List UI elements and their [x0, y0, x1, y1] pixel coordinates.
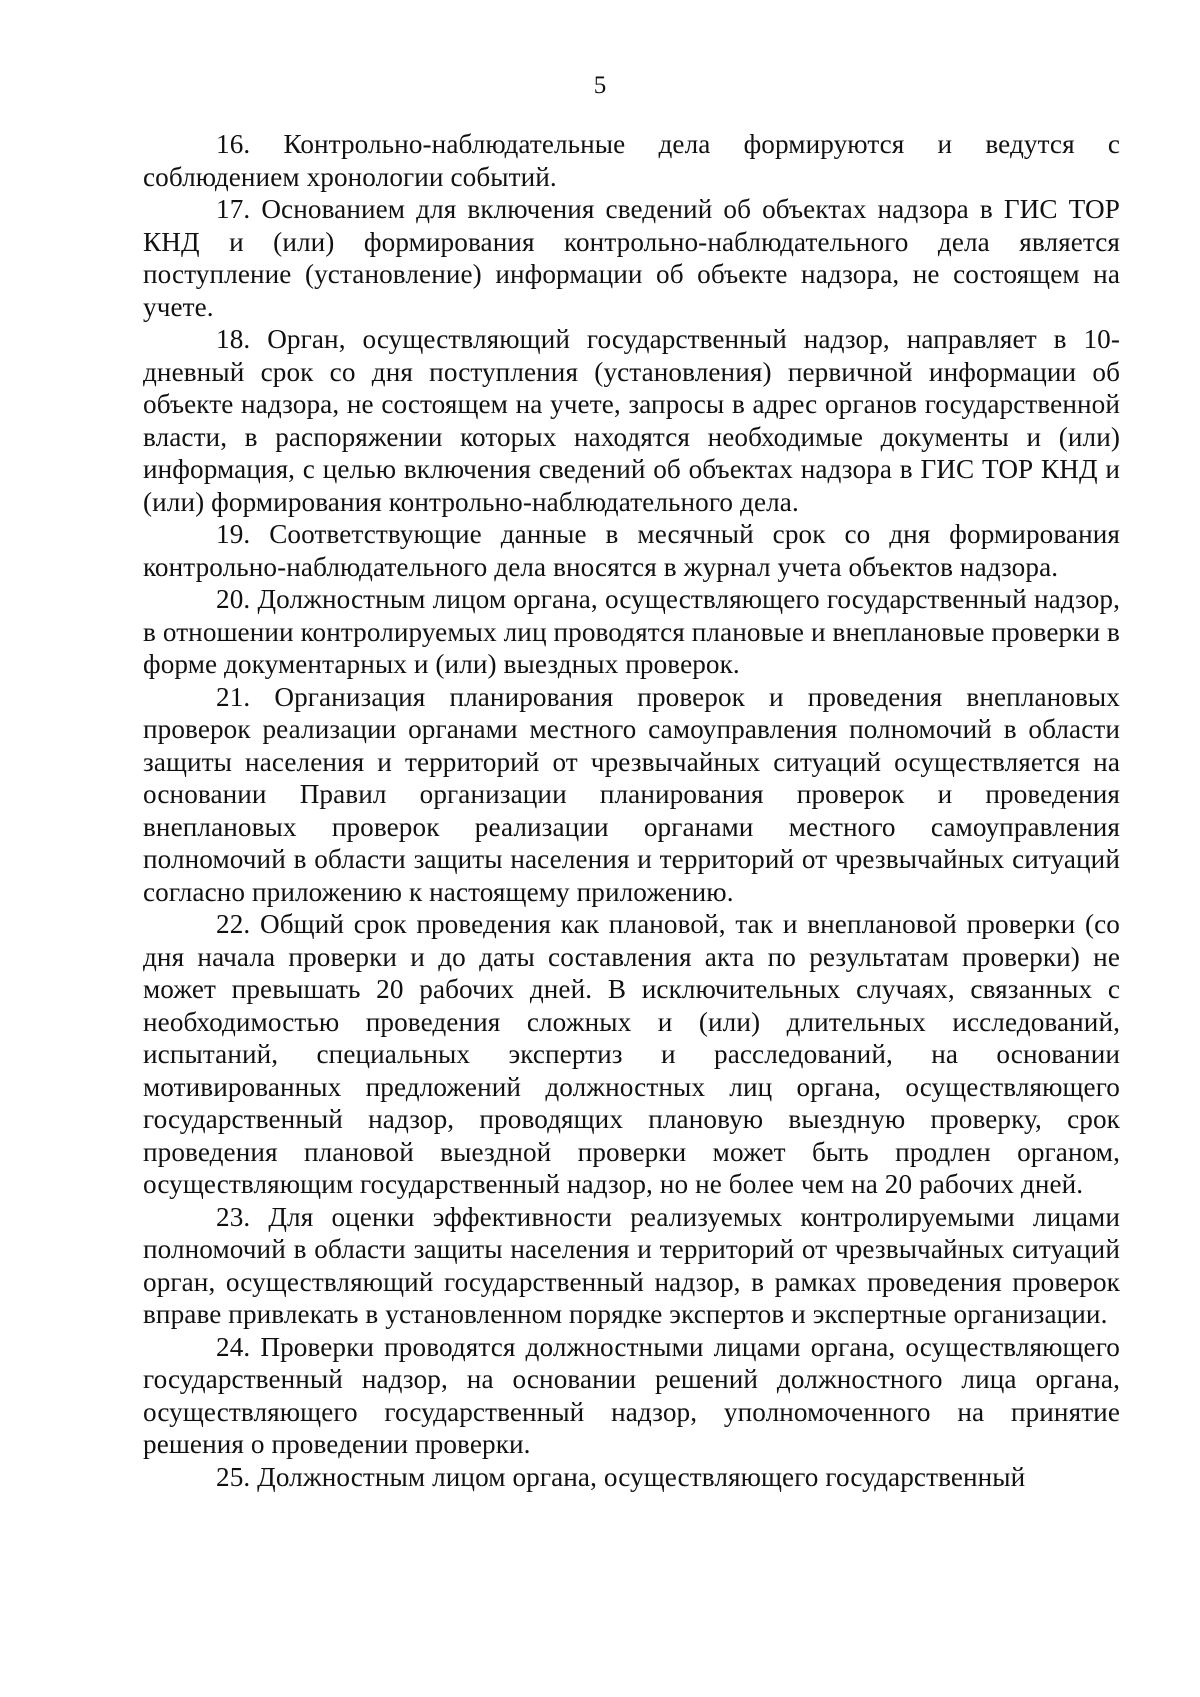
paragraph-22: 22. Общий срок проведения как плановой, так и внеплановой проверки (со дня начала проверки и до даты составления акта по результатам проверки) не может превышать 20 рабочих дней. В исключительных случаях, связанных с необходимостью проведения сложных и (или) длительных исследований, испытаний, специальных экспертиз и расследований, на основании мотивированных предложений должностных лиц органа, осуществляющего государственный надзор, проводящих плановую выездную проверку, срок проведения плановой выездной проверки может быть продлен органом, осуществляющим государственный надзор, но не более чем на 20 рабочих дней. — [143, 909, 1120, 1199]
paragraph-23: 23. Для оценки эффективности реализуемых контролируемыми лицами полномочий в области защиты населения и территорий от чрезвычайных ситуаций орган, осуществляющий государственный надзор, в рамках проведения проверок вправе привлекать в установленном порядке экспертов и экспертные организации. — [143, 1201, 1120, 1329]
paragraph-20: 20. Должностным лицом органа, осуществляющего государственный надзор, в отношении контролируемых лиц проводятся плановые и внеплановые проверки в форме документарных и (или) выездных проверок. — [143, 584, 1120, 679]
document-body — [143, 128, 1120, 1493]
paragraph-25: 25. Должностным лицом органа, осуществляющего государственный — [216, 1461, 1026, 1492]
paragraph-17: 17. Основанием для включения сведений об объектах надзора в ГИС ТОР КНД и (или) формирования контрольно-наблюдательного дела является поступление (установление) информации об объекте надзора, не состоящем на учете. — [143, 194, 1120, 322]
paragraph-18: 18. Орган, осуществляющий государственный надзор, направляет в 10-дневный срок со дня поступления (установления) первичной информации об объекте надзора, не состоящем на учете, запросы в адрес органов государственной власти, в распоряжении которых находятся необходимые документы и (или) информация, с целью включения сведений об объектах надзора в ГИС ТОР КНД и (или) формирования контрольно-наблюдательного дела. — [143, 324, 1120, 517]
paragraph-19: 19. Соответствующие данные в месячный срок со дня формирования контрольно-наблюдательного дела вносятся в журнал учета объектов надзора. — [143, 519, 1120, 582]
paragraph-24: 24. Проверки проводятся должностными лицами органа, осуществляющего государственный надзор, на основании решений должностного лица органа, осуществляющего государственный надзор, уполномоченного на принятие решения о проведении проверки. — [143, 1331, 1120, 1459]
page-number: 5 — [593, 72, 607, 99]
paragraph-16: 16. Контрольно-наблюдательные дела формируются и ведутся с соблюдением хронологии событий. — [143, 129, 1120, 192]
paragraph-21: 21. Организация планирования проверок и проведения внеплановых проверок реализации органами местного самоуправления полномочий в области защиты населения и территорий от чрезвычайных ситуаций осуществляется на основании Правил организации планирования проверок и проведения внеплановых проверок реализации органами местного самоуправления полномочий в области защиты населения и территорий от чрезвычайных ситуаций согласно приложению к настоящему приложению. — [143, 681, 1120, 907]
